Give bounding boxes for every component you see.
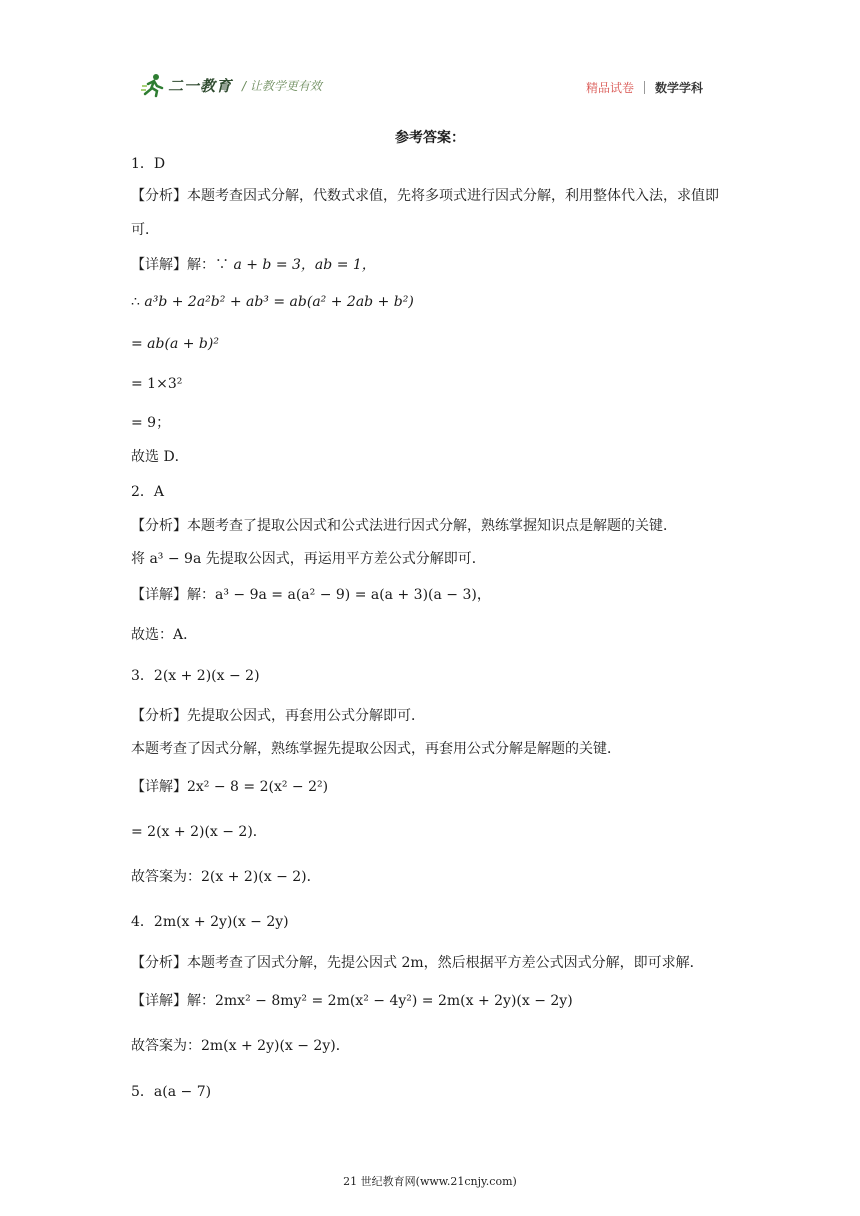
q1-choice: 故选 D． (131, 449, 189, 465)
header-divider (644, 81, 645, 94)
q4-head: 4．2m(x + 2y)(x − 2y) (131, 914, 289, 930)
q1-step1 (131, 294, 414, 310)
q1-detail-prefix: 【详解】解：∵ (131, 257, 229, 273)
q1-detail (131, 254, 376, 274)
q5-head: 5．a(a − 7) (131, 1084, 212, 1100)
q2-analysis2: 将 a³ − 9a 先提取公因式，再运用平方差公式分解即可． (131, 551, 486, 567)
q4-answer: 故答案为：2m(x + 2y)(x − 2y)． (131, 1038, 350, 1054)
q1-step1-math: a³b + 2a²b² + ab³ = ab(a² + 2ab + b²) (144, 294, 414, 310)
q2-analysis: 【分析】本题考查了提取公因式和公式法进行因式分解，熟练掌握知识点是解题的关键． (131, 518, 677, 534)
logo (140, 72, 322, 98)
q4-detail: 【详解】解：2mx² − 8my² = 2m(x² − 4y²) = 2m(x + 2y)(x − 2y) (131, 993, 573, 1009)
q1-step3: = 1×3² (131, 376, 183, 392)
header-tag: 精品试卷 (586, 81, 635, 95)
q3-answer: 故答案为：2(x + 2)(x − 2)． (131, 869, 321, 885)
page-title: 参考答案： (395, 130, 465, 146)
q3-step: = 2(x + 2)(x − 2)． (131, 824, 267, 840)
q4-analysis: 【分析】本题考查了因式分解，先提公因式 2m，然后根据平方差公式因式分解，即可求解． (131, 955, 704, 971)
q3-analysis: 【分析】先提取公因式，再套用公式分解即可． (131, 708, 425, 724)
page-header (0, 0, 860, 110)
q1-step1-prefix: ∴ (131, 294, 140, 310)
header-subject: 数学学科 (655, 81, 704, 95)
q3-analysis2: 本题考查了因式分解，熟练掌握先提取公因式，再套用公式分解是解题的关键． (131, 741, 621, 757)
q3-detail: 【详解】2x² − 8 = 2(x² − 2²) (131, 779, 329, 795)
q2-head: 2．A (131, 484, 165, 500)
brand-name: 二一教育 (168, 76, 233, 95)
q1-step2: = ab(a + b)² (131, 336, 219, 352)
q2-detail: 【详解】解：a³ − 9a = a(a² − 9) = a(a + 3)(a − 3)， (131, 587, 491, 603)
page-footer: 21 世纪教育网(www.21cnjy.com) (343, 1175, 517, 1188)
runner-logo-icon (140, 72, 166, 98)
brand-slogan: / 让教学更有效 (242, 78, 322, 93)
q1-head: 1．D (131, 156, 166, 172)
q1-step4: = 9； (131, 415, 171, 431)
q1-detail-math: a + b = 3，ab = 1， (233, 257, 376, 273)
q2-choice: 故选：A． (131, 627, 198, 643)
q3-head: 3．2(x + 2)(x − 2) (131, 668, 260, 684)
header-right (586, 79, 703, 96)
q1-analysis: 【分析】本题考查因式分解，代数式求值，先将多项式进行因式分解，利用整体代入法，求值即可． (131, 188, 719, 238)
